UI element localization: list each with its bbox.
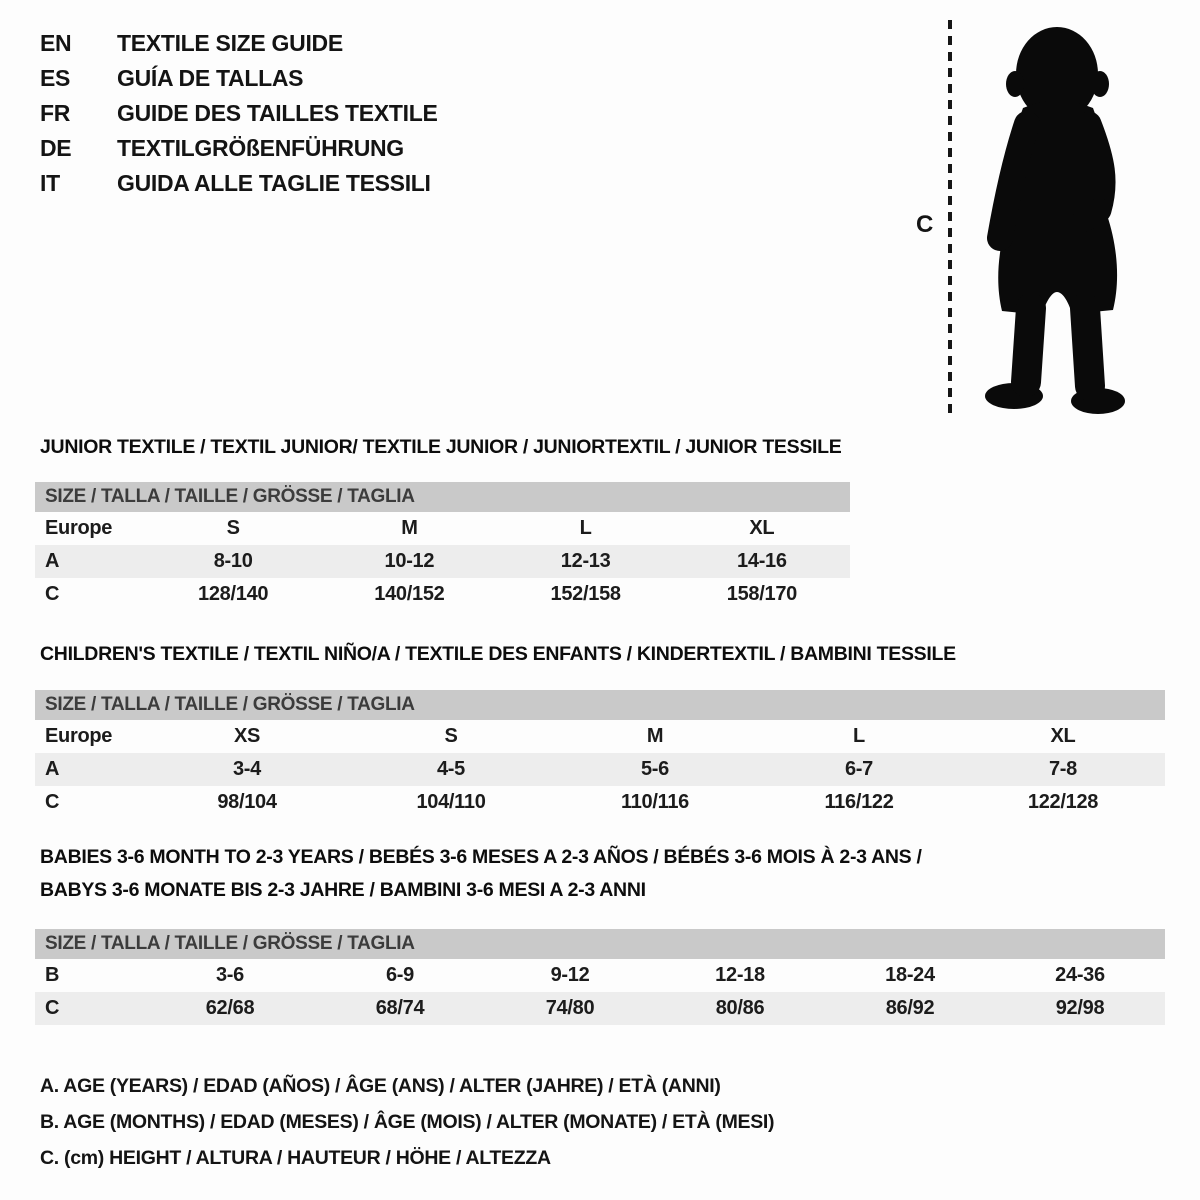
table-cell: 62/68 — [205, 997, 255, 1019]
row-label: Europe — [45, 517, 113, 539]
junior-section-title: JUNIOR TEXTILE / TEXTIL JUNIOR/ TEXTILE JUNIOR / JUNIORTEXTIL / JUNIOR TESSILE — [40, 436, 842, 458]
table-cell: 24-36 — [1055, 964, 1105, 986]
table-cell: 12-13 — [560, 550, 611, 572]
language-row-it — [40, 166, 438, 201]
table-row-height — [35, 786, 1165, 819]
table-cell: 9-12 — [550, 964, 590, 986]
table-cell: 4-5 — [436, 758, 465, 780]
size-header-bar: SIZE / TALLA / TAILLE / GRÖSSE / TAGLIA — [35, 929, 1165, 959]
row-label: C — [45, 997, 60, 1019]
table-row-months — [35, 959, 1165, 992]
column-header: L — [579, 517, 592, 539]
table-cell: 122/128 — [1027, 791, 1099, 813]
table-cell: 18-24 — [885, 964, 935, 986]
column-header: S — [226, 517, 240, 539]
language-row-en — [40, 26, 438, 61]
table-cell: 128/140 — [198, 583, 269, 605]
language-code: ES — [40, 65, 71, 91]
table-cell: 68/74 — [375, 997, 425, 1019]
table-cell: 86/92 — [885, 997, 935, 1019]
table-cell: 152/158 — [550, 583, 621, 605]
table-cell: 74/80 — [545, 997, 595, 1019]
table-cell: 14-16 — [737, 550, 787, 572]
column-header: M — [646, 725, 664, 747]
guide-title: GUÍA DE TALLAS — [117, 65, 304, 91]
table-cell: 104/110 — [416, 791, 486, 813]
junior-size-table — [35, 482, 850, 611]
babies-section-title-line2: BABYS 3-6 MONATE BIS 2-3 JAHRE / BAMBINI 3-6 MESI A 2-3 ANNI — [40, 879, 646, 901]
column-header: M — [401, 517, 418, 539]
footnote-age-years: A. AGE (YEARS) / EDAD (AÑOS) / ÂGE (ANS) / ALTER (JAHRE) / ETÀ (ANNI) — [40, 1075, 721, 1097]
table-cell: 92/98 — [1055, 997, 1105, 1019]
measure-label-c: C — [916, 211, 934, 238]
language-row-de — [40, 131, 438, 166]
row-label: Europe — [45, 725, 113, 747]
column-header: L — [853, 725, 865, 747]
row-label: B — [45, 964, 60, 986]
table-row-age — [35, 753, 1165, 786]
toddler-silhouette-icon — [968, 20, 1140, 420]
language-code: IT — [40, 170, 60, 196]
size-header-bar: SIZE / TALLA / TAILLE / GRÖSSE / TAGLIA — [35, 690, 1165, 720]
guide-title: TEXTILE SIZE GUIDE — [117, 30, 343, 56]
table-cell: 116/122 — [824, 791, 894, 813]
guide-title: GUIDA ALLE TAGLIE TESSILI — [117, 170, 431, 196]
table-row-europe — [35, 512, 850, 545]
table-cell: 80/86 — [715, 997, 765, 1019]
column-header: S — [444, 725, 458, 747]
table-cell: 110/116 — [621, 791, 689, 813]
table-row-europe — [35, 720, 1165, 753]
table-cell: 98/104 — [217, 791, 277, 813]
language-code: EN — [40, 30, 72, 56]
table-cell: 3-6 — [215, 964, 244, 986]
language-row-es — [40, 61, 438, 96]
language-code: DE — [40, 135, 72, 161]
footnote-list — [40, 1068, 774, 1176]
babies-size-table — [35, 929, 1165, 1025]
table-cell: 7-8 — [1048, 758, 1077, 780]
table-cell: 6-7 — [844, 758, 873, 780]
row-label: A — [45, 758, 60, 780]
footnote-age-months: B. AGE (MONTHS) / EDAD (MESES) / ÂGE (MOIS) / ALTER (MONATE) / ETÀ (MESI) — [40, 1111, 775, 1133]
table-cell: 140/152 — [374, 583, 445, 605]
language-code: FR — [40, 100, 71, 126]
table-cell: 12-18 — [715, 964, 765, 986]
children-section-title: CHILDREN'S TEXTILE / TEXTIL NIÑO/A / TEXTILE DES ENFANTS / KINDERTEXTIL / BAMBINI TESSILE — [40, 643, 956, 665]
babies-section-title-line1: BABIES 3-6 MONTH TO 2-3 YEARS / BEBÉS 3-6 MESES A 2-3 AÑOS / BÉBÉS 3-6 MOIS À 2-3 ANS / — [40, 846, 922, 868]
guide-title: TEXTILGRÖßENFÜHRUNG — [117, 135, 404, 161]
language-title-list — [40, 26, 438, 201]
language-row-fr — [40, 96, 438, 131]
row-label: C — [45, 791, 60, 813]
table-cell: 158/170 — [726, 583, 797, 605]
column-header: XL — [1050, 725, 1076, 747]
table-cell: 3-4 — [232, 758, 261, 780]
column-header: XL — [749, 517, 775, 539]
table-row-age — [35, 545, 850, 578]
table-row-height — [35, 992, 1165, 1025]
column-header: XS — [233, 725, 261, 747]
children-size-table — [35, 690, 1165, 819]
height-dashed-line — [948, 20, 952, 418]
row-label: A — [45, 550, 60, 572]
row-label: C — [45, 583, 60, 605]
table-cell: 5-6 — [640, 758, 669, 780]
footnote-height-cm: C. (cm) HEIGHT / ALTURA / HAUTEUR / HÖHE / ALTEZZA — [40, 1147, 551, 1169]
table-cell: 8-10 — [213, 550, 253, 572]
table-row-height — [35, 578, 850, 611]
table-cell: 10-12 — [384, 550, 435, 572]
table-cell: 6-9 — [385, 964, 414, 986]
size-header-bar: SIZE / TALLA / TAILLE / GRÖSSE / TAGLIA — [35, 482, 850, 512]
guide-title: GUIDE DES TAILLES TEXTILE — [117, 100, 438, 126]
